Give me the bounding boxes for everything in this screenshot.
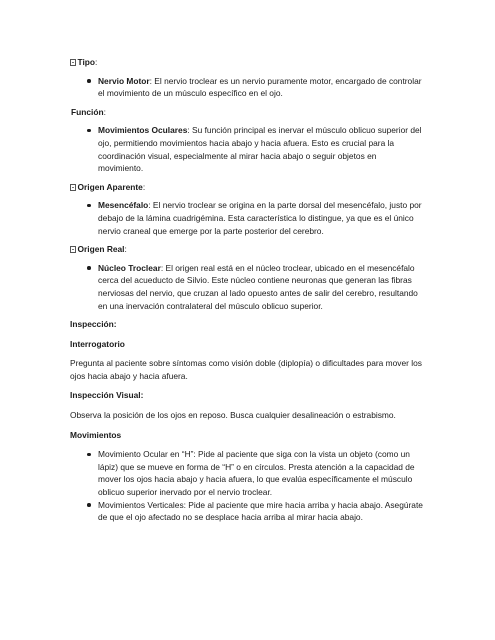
origen-aparente-list: [70, 199, 423, 237]
movimiento-ocular-text: Movimiento Ocular en “H”: Pide al paciente que siga con la vista un objeto (como un lápiz) que se mueve en forma de “H” o en círculos. Presta atención a la capacidad de mover los ojos hacia abajo y hacia afuera, lo que evalúa específicamente el músculo oblicuo superior inervado por el nervio troclear.: [98, 449, 415, 498]
tipo-text: : El nervio troclear es un nervio puramente motor, encargado de controlar el movimiento de un músculo específico en el ojo.: [98, 75, 422, 99]
list-item: [98, 199, 423, 237]
list-item: [98, 262, 423, 312]
inspeccion-heading: Inspección:: [70, 319, 117, 330]
inspeccion-visual-text: Observa la posición de los ojos en reposo. Busca cualquier desalineación o estrabismo.: [70, 410, 396, 421]
origen-real-heading: Origen Real :: [70, 243, 423, 256]
origen-aparente-heading-label: Origen Aparente: [77, 181, 143, 192]
origen-aparente-heading: Origen Aparente :: [70, 181, 423, 194]
bullet-icon: [87, 129, 91, 133]
bullet-icon: [87, 204, 91, 208]
origen-real-text: : El origen real está en el núcleo troclear, ubicado en el mesencéfalo cerca del acueducto de Silvio. Este núcleo contiene neuronas que generan las fibras nerviosas del nervio, que cruzan al lado opuesto antes de salir del cerebro, resultando en una inervación contralateral del músculo oblicuo superior.: [98, 262, 418, 311]
funcion-term: Movimientos Oculares: [98, 125, 188, 136]
movimientos-list: [70, 448, 423, 524]
tipo-heading: Tipo :: [70, 56, 423, 69]
document-icon: [70, 59, 76, 66]
origen-real-term: Núcleo Troclear: [98, 262, 161, 273]
document-icon: [70, 246, 76, 253]
origen-aparente-text: : El nervio troclear se origina en la parte dorsal del mesencéfalo, justo por debajo de la lámina cuadrigémina. Esta característica lo distingue, ya que es el único nervio craneal que emerge por la parte posterior del cerebro.: [98, 200, 422, 236]
tipo-list: [70, 75, 423, 100]
inspeccion-visual-heading: Inspección Visual:: [70, 390, 144, 401]
funcion-list: [70, 124, 423, 174]
interrogatorio-heading: Interrogatorio: [70, 338, 125, 349]
document-icon: [70, 184, 76, 191]
interrogatorio-text: Pregunta al paciente sobre síntomas como visión doble (diplopía) o dificultades para mover los ojos hacia abajo y hacia afuera.: [70, 358, 422, 381]
movimientos-verticales-text: Movimientos Verticales: Pide al paciente que mire hacia arriba y hacia abajo. Asegúrate de que el ojo afectado no se desplace hacia arriba al mirar hacia abajo.: [98, 499, 423, 523]
list-item: [98, 448, 423, 498]
list-item: [98, 75, 423, 100]
bullet-icon: [87, 266, 91, 270]
funcion-heading: Función :: [71, 106, 106, 117]
origen-aparente-term: Mesencéfalo: [98, 200, 149, 211]
funcion-text: : Su función principal es inervar el músculo oblicuo superior del ojo, permitiendo movimientos hacia abajo y hacia afuera. Esto es crucial para la coordinación visual, especialmente al mirar hacia abajo o seguir objetos en movimiento.: [98, 125, 422, 174]
bullet-icon: [87, 453, 91, 457]
funcion-heading-label: Función: [71, 106, 104, 117]
list-item: [98, 499, 423, 524]
tipo-term: Nervio Motor: [98, 75, 150, 86]
list-item: [98, 124, 423, 174]
bullet-icon: [87, 503, 91, 507]
movimientos-heading: Movimientos: [70, 429, 122, 440]
bullet-icon: [87, 79, 91, 83]
origen-real-list: [70, 262, 423, 312]
origen-real-heading-label: Origen Real: [77, 244, 125, 255]
tipo-heading-label: Tipo: [77, 57, 96, 67]
